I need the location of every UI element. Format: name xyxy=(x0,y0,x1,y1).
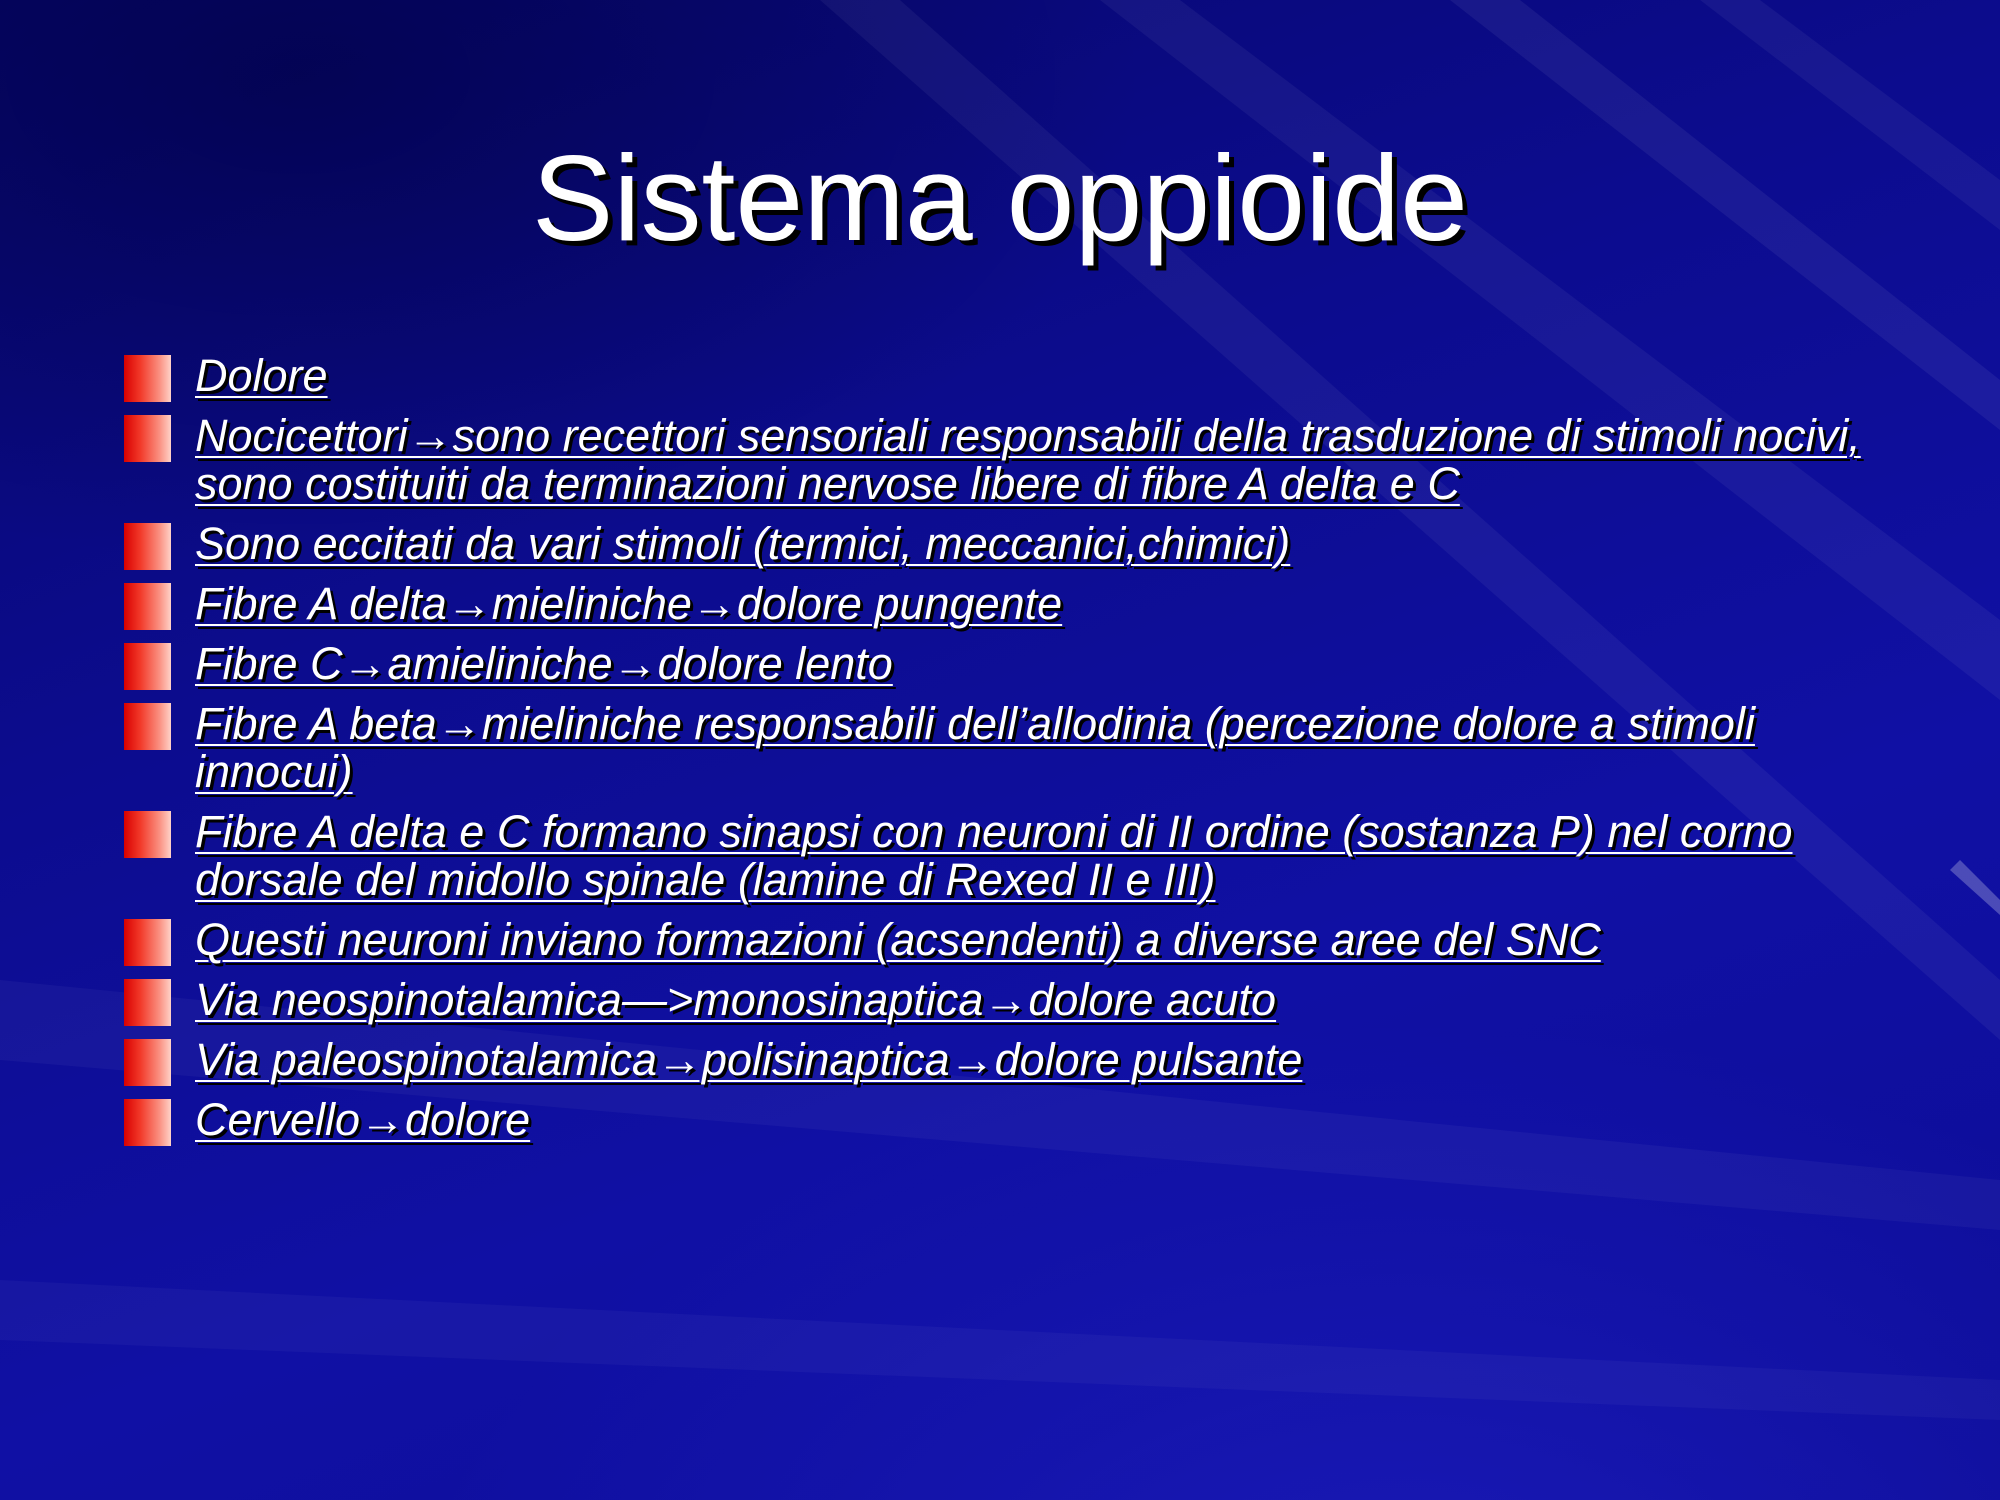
bullet-text[interactable]: Cervello→dolore xyxy=(195,1094,531,1145)
bullet-list xyxy=(124,352,1884,1156)
bullet-text[interactable]: Questi neuroni inviano formazioni (acsendenti) a diverse aree del SNC xyxy=(195,914,1601,965)
square-bullet-icon xyxy=(124,523,171,570)
square-bullet-icon xyxy=(124,919,171,966)
square-bullet-icon xyxy=(124,643,171,690)
bullet-text[interactable]: Sono eccitati da vari stimoli (termici, meccanici,chimici) xyxy=(195,518,1291,569)
square-bullet-icon xyxy=(124,1099,171,1146)
bullet-item xyxy=(124,640,1884,688)
bullet-text[interactable]: Fibre A beta→mieliniche responsabili dell’allodinia (percezione dolore a stimoli innocui) xyxy=(195,698,1755,797)
bullet-text[interactable]: Fibre A delta e C formano sinapsi con neuroni di II ordine (sostanza P) nel corno dorsale del midollo spinale (lamine di Rexed II e III) xyxy=(195,806,1793,905)
bullet-item xyxy=(124,1096,1884,1144)
square-bullet-icon xyxy=(124,703,171,750)
slide-title: Sistema oppioide xyxy=(532,130,1468,266)
bullet-text[interactable]: Via neospinotalamica—>monosinaptica→dolore acuto xyxy=(195,974,1277,1025)
bullet-text[interactable]: Via paleospinotalamica→polisinaptica→dolore pulsante xyxy=(195,1034,1303,1085)
bullet-item xyxy=(124,808,1884,904)
bullet-text[interactable]: Dolore xyxy=(195,350,328,401)
bullet-text[interactable]: Fibre A delta→mieliniche→dolore pungente xyxy=(195,578,1063,629)
bullet-item xyxy=(124,916,1884,964)
square-bullet-icon xyxy=(124,1039,171,1086)
square-bullet-icon xyxy=(124,583,171,630)
bullet-item xyxy=(124,352,1884,400)
bullet-item xyxy=(124,976,1884,1024)
bullet-item xyxy=(124,700,1884,796)
bullet-item xyxy=(124,1036,1884,1084)
bullet-item xyxy=(124,580,1884,628)
square-bullet-icon xyxy=(124,415,171,462)
bullet-text[interactable]: Nocicettori→sono recettori sensoriali responsabili della trasduzione di stimoli nocivi, sono costituiti da terminazioni nervose libere di fibre A delta e C xyxy=(195,410,1861,509)
bullet-item xyxy=(124,520,1884,568)
bullet-item xyxy=(124,412,1884,508)
square-bullet-icon xyxy=(124,355,171,402)
square-bullet-icon xyxy=(124,811,171,858)
square-bullet-icon xyxy=(124,979,171,1026)
bullet-text[interactable]: Fibre C→amieliniche→dolore lento xyxy=(195,638,893,689)
